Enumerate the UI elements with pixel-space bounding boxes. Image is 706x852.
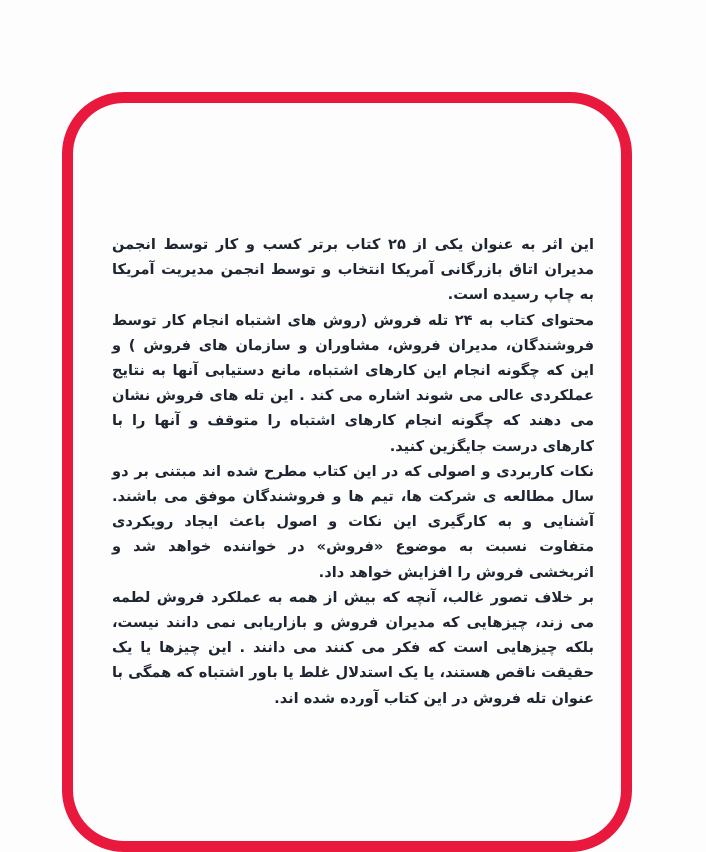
paragraph-4: بر خلاف تصور غالب، آنچه که بیش از همه به عملکرد فروش لطمه می زند، چیزهایی که مدیران فروش و بازاریابی نمی دانند نیست، بلکه چیزهایی است که فکر می کنند می دانند . این چیزها یا یک حقیقت ناقص هستند، یا یک استدلال غلط یا باور اشتباه که همگی با عنوان تله فروش در این کتاب آورده شده اند. [112, 588, 594, 707]
paragraph-2: محتوای کتاب به ۲۴ تله فروش (روش های اشتباه انجام کار توسط فروشندگان، مدیران فروش، مشاوران و سازمان های فروش ) و این که چگونه انجام این کارهای اشتباه، مانع دستیابی آنها به نتایج عملکردی عالی می شوند اشاره می کند . این تله های فروش نشان می دهند که چگونه انجام کارهای اشتباه را متوقف و آنها را با کارهای درست جایگزین کنید. [112, 311, 594, 455]
body-text [112, 232, 594, 711]
paragraph-3: نکات کاربردی و اصولی که در این کتاب مطرح شده اند مبتنی بر دو سال مطالعه ی شرکت ها، تیم ها و فروشندگان موفق می باشند. آشنایی و به کارگیری این نکات و اصول باعث ایجاد رویکردی متفاوت نسبت به موضوع «فروش» در خواننده خواهد شد و اثربخشی فروش را افزایش خواهد داد. [112, 462, 594, 581]
paragraph-1: این اثر به عنوان یکی از ۲۵ کتاب برتر کسب و کار توسط انجمن مدیران اتاق بازرگانی آمریکا انتخاب و توسط انجمن مدیریت آمریکا به چاپ رسیده است. [112, 236, 594, 304]
